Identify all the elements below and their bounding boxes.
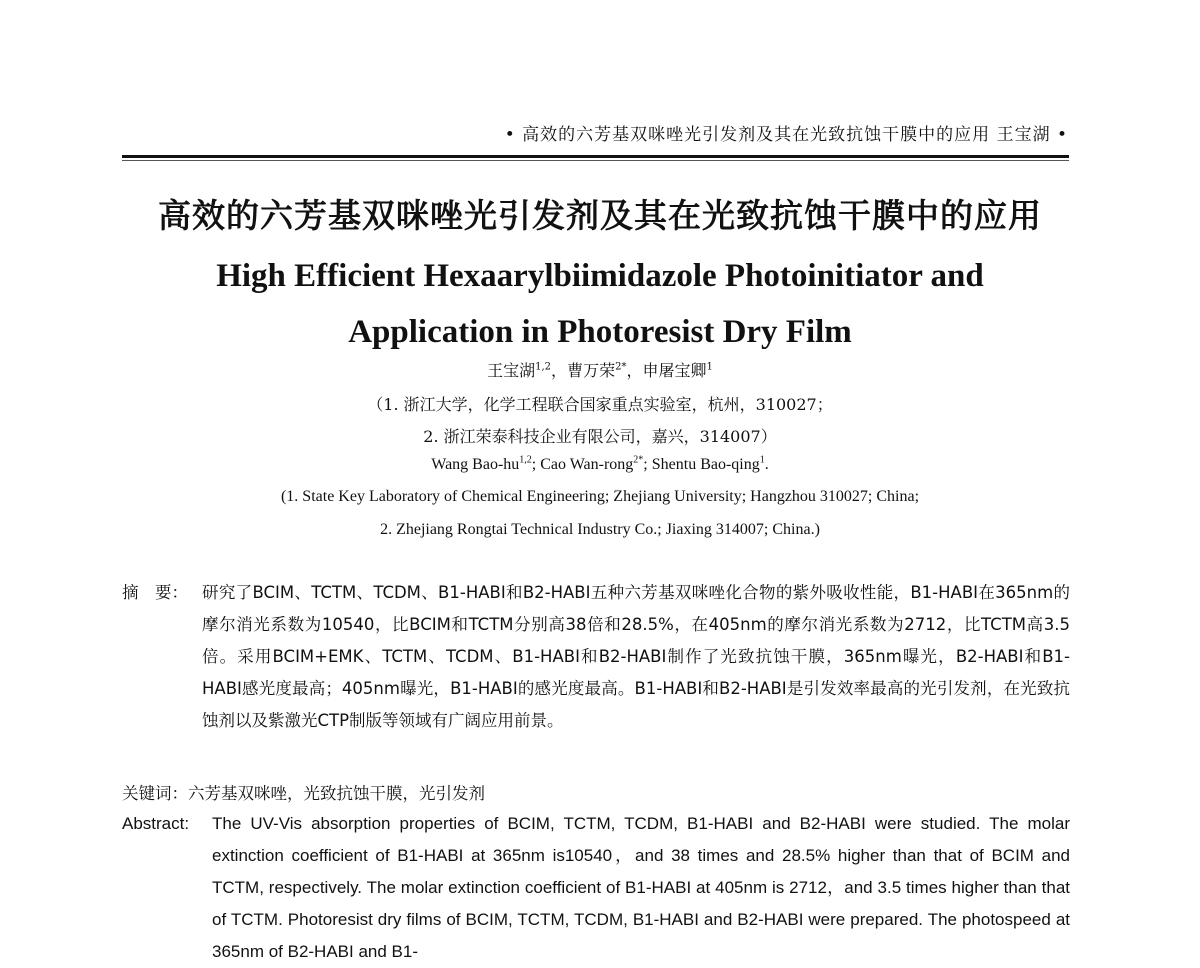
author-3-affil: 1 (706, 361, 713, 373)
author-1: 王宝湖 (487, 361, 536, 380)
author-en-3-affil: 1 (759, 454, 765, 466)
abstract-section (122, 814, 1070, 968)
author-2: 曹万荣 (567, 361, 616, 380)
author-en-1-affil: 1,2 (519, 454, 532, 466)
abstract-label: Abstract: (122, 814, 190, 833)
author-separator: ， (551, 361, 568, 380)
affiliation-english-2: 2. Zhejiang Rongtai Technical Industry Co.; Jiaxing 314007; China.) (380, 521, 820, 538)
header-rule-thin (122, 160, 1069, 161)
author-en-2: ; Cao Wan-rong (531, 456, 634, 473)
running-head: • 高效的六芳基双咪唑光引发剂及其在光致抗蚀干膜中的应用 王宝湖 • (504, 125, 1068, 145)
summary-label: 摘 要： (122, 583, 188, 602)
affiliation-chinese-2: 2. 浙江荣泰科技企业有限公司，嘉兴，314007） (423, 427, 777, 446)
abstract-text: The UV-Vis absorption properties of BCIM, TCTM, TCDM, B1-HABI and B2-HABI were studied. The molar extinction coefficient of B1-HABI at 365nm is10540，and 38 times and 28.5% higher than that of BCIM and TCTM, respectively. The molar extinction coefficient of B1-HABI at 405nm is 2712，and 3.5 times higher than that of TCTM. Photoresist dry films of BCIM, TCTM, TCDM, B1-HABI and B2-HABI were prepared. The photospeed at 365nm of B2-HABI and B1- (212, 814, 1070, 961)
title-english (0, 248, 1200, 360)
title-chinese: 高效的六芳基双咪唑光引发剂及其在光致抗蚀干膜中的应用 (158, 196, 1042, 235)
summary-text: 研究了BCIM、TCTM、TCDM、B1-HABI和B2-HABI五种六芳基双咪唑化合物的紫外吸收性能，B1-HABI在365nm的摩尔消光系数为10540，比BCIM和TCTM分别高38倍和28.5%，在405nm的摩尔消光系数为2712，比TCTM高3.5倍。采用BCIM+EMK、TCTM、TCDM、B1-HABI和B2-HABI制作了光致抗蚀干膜，365nm曝光，B2-HABI和B1-HABI感光度最高；405nm曝光，B1-HABI的感光度最高。B1-HABI和B2-HABI是引发效率最高的光引发剂，在光致抗蚀剂以及紫激光CTP制版等领域有广阔应用前景。 (202, 583, 1070, 730)
summary-section (122, 584, 1070, 737)
author-en-3: ; Shentu Bao-qing (643, 456, 760, 473)
header-rule (122, 155, 1069, 158)
authors-chinese (0, 358, 1200, 381)
author-en-2-affil: 2* (633, 454, 644, 466)
author-2-affil: 2* (615, 361, 627, 373)
authors-english (0, 456, 1200, 474)
author-separator: ， (626, 361, 643, 380)
keywords-text: 六芳基双咪唑，光致抗蚀干膜，光引发剂 (188, 784, 485, 803)
author-en-1: Wang Bao-hu (431, 456, 520, 473)
affiliation-chinese-1: （1. 浙江大学，化学工程联合国家重点实验室，杭州，310027； (367, 395, 833, 414)
title-english-line-1: High Efficient Hexaarylbiimidazole Photoinitiator and (216, 258, 984, 294)
author-en-end: . (764, 456, 769, 473)
affiliation-english-1: (1. State Key Laboratory of Chemical Engineering; Zhejiang University; Hangzhou 310027; China; (280, 488, 920, 505)
author-3: 申屠宝卿 (642, 361, 707, 380)
title-english-line-2: Application in Photoresist Dry Film (348, 314, 852, 350)
keywords-section (122, 780, 1070, 804)
author-1-affil: 1,2 (535, 361, 552, 373)
keywords-label: 关键词： (122, 784, 188, 803)
